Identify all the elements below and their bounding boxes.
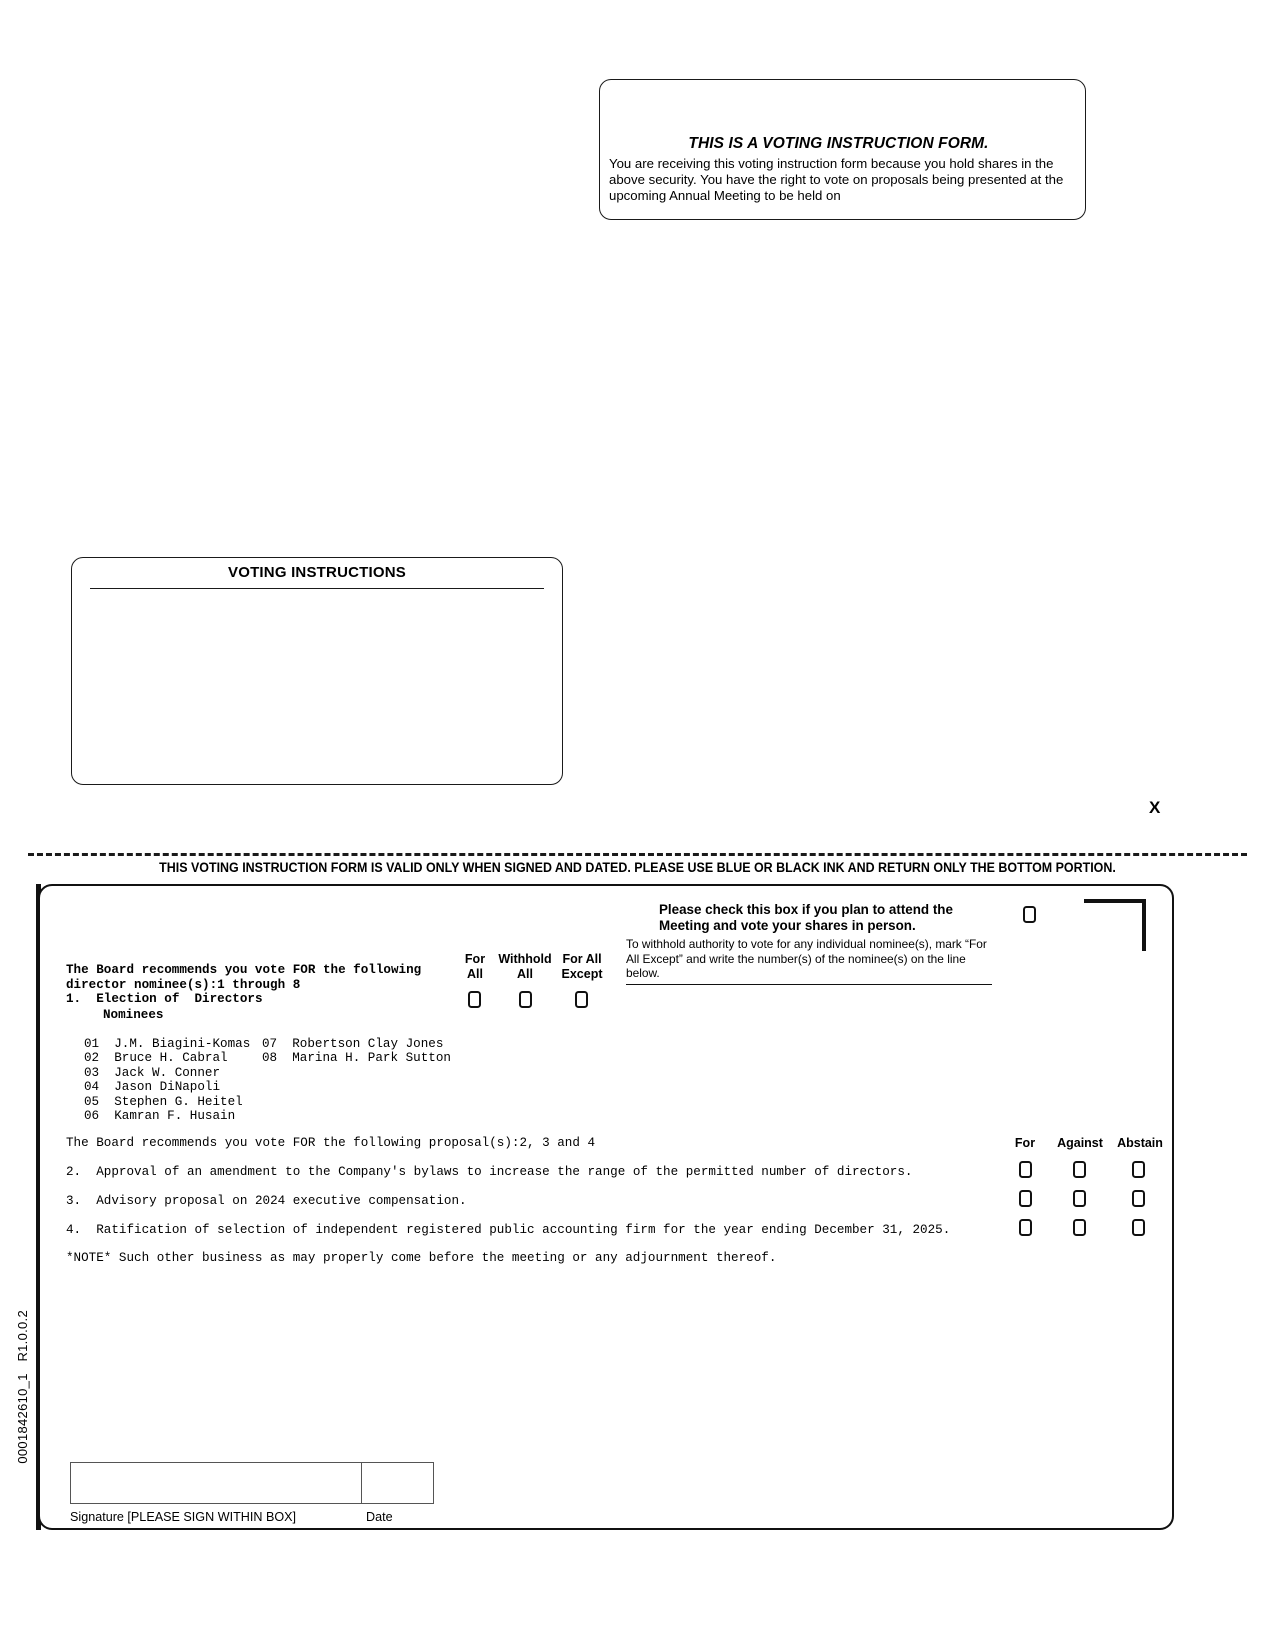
checkbox-proposal-2-against[interactable] xyxy=(1073,1161,1086,1178)
date-label: Date xyxy=(366,1510,393,1524)
header-abstain: Abstain xyxy=(1117,1136,1163,1150)
nominees-label: Nominees xyxy=(103,1008,164,1022)
checkbox-proposal-2-abstain[interactable] xyxy=(1132,1161,1145,1178)
nominee-item: 04 Jason DiNapoli xyxy=(84,1080,221,1095)
checkbox-proposal-3-against[interactable] xyxy=(1073,1190,1086,1207)
notice-title: THIS IS A VOTING INSTRUCTION FORM. xyxy=(688,135,989,152)
nominee-numbers-write-in-line[interactable] xyxy=(626,984,992,985)
header-for-all-line2: All xyxy=(467,966,483,981)
header-for-all xyxy=(461,952,489,981)
proposal-row xyxy=(66,1194,467,1208)
header-for-all-line1: For xyxy=(464,952,486,966)
validity-notice: THIS VOTING INSTRUCTION FORM IS VALID ONLY WHEN SIGNED AND DATED. PLEASE USE BLUE OR BLACK INK AND RETURN ONLY THE BOTTOM PORTION. xyxy=(159,860,1116,875)
proposal-number: 3. xyxy=(66,1194,82,1208)
proposals-recommendation: The Board recommends you vote FOR the following proposal(s):2, 3 and 4 xyxy=(66,1136,596,1150)
proposal-number: 4. xyxy=(66,1223,82,1237)
corner-bracket-vertical xyxy=(1142,899,1146,951)
proposal-text: Approval of an amendment to the Company's bylaws to increase the range of the permitted number of directors. xyxy=(96,1165,913,1179)
nominee-column-left xyxy=(84,1037,250,1123)
x-marker: X xyxy=(1149,798,1161,817)
nominee-item: 07 Robertson Clay Jones xyxy=(262,1037,444,1051)
checkbox-proposal-3-abstain[interactable] xyxy=(1132,1190,1145,1207)
directors-item-number: 1. xyxy=(66,992,82,1007)
header-for-all-except-line2: Except xyxy=(561,966,603,981)
checkbox-for-all-except[interactable] xyxy=(575,991,588,1008)
directors-recommendation xyxy=(66,963,421,1007)
header-against: Against xyxy=(1057,1136,1103,1150)
header-withhold-all xyxy=(497,952,553,981)
header-withhold-all-line1: Withhold xyxy=(498,952,552,966)
proposal-row xyxy=(66,1223,950,1237)
nominee-column-right xyxy=(262,1037,451,1066)
signature-label: Signature [PLEASE SIGN WITHIN BOX] xyxy=(70,1510,297,1524)
nominee-item: 05 Stephen G. Heitel xyxy=(84,1094,243,1109)
nominee-item: 02 Bruce H. Cabral xyxy=(84,1051,228,1066)
header-withhold-all-line2: All xyxy=(517,966,533,981)
tear-off-dashed-line xyxy=(28,853,1247,856)
directors-recommendation-line2: director nominee(s):1 through 8 xyxy=(66,977,301,992)
directors-recommendation-line1: The Board recommends you vote FOR the following xyxy=(66,963,422,977)
control-id-vertical: 0001842610_1 R1.0.0.2 xyxy=(15,1310,30,1464)
attend-meeting-checkbox[interactable] xyxy=(1023,906,1036,923)
notice-body: You are receiving this voting instruction form because you hold shares in the above security. You have the right to vote on proposals being presented at the upcoming Annual Meeting to be held on xyxy=(609,156,1064,204)
checkbox-withhold-all[interactable] xyxy=(519,991,532,1008)
header-for-all-except-line1: For All xyxy=(562,952,602,966)
voting-instructions-divider xyxy=(90,588,544,589)
nominee-item: 03 Jack W. Conner xyxy=(84,1065,221,1080)
voting-instructions-title: VOTING INSTRUCTIONS xyxy=(228,564,406,581)
nominee-item: 06 Kamran F. Husain xyxy=(84,1109,236,1124)
directors-item-title: Election of Directors xyxy=(96,992,263,1007)
nominee-item: 01 J.M. Biagini-Komas xyxy=(84,1037,251,1051)
voting-instructions-box xyxy=(71,557,563,785)
proposal-text: Advisory proposal on 2024 executive compensation. xyxy=(96,1194,467,1208)
voting-instruction-form-notice-box xyxy=(599,79,1086,220)
corner-registration-bracket xyxy=(1084,899,1146,951)
proposal-text: Ratification of selection of independent registered public accounting firm for the year ending December 31, 2025. xyxy=(96,1223,951,1237)
header-for: For xyxy=(1014,1136,1036,1150)
checkbox-proposal-3-for[interactable] xyxy=(1019,1190,1032,1207)
header-for-all-except xyxy=(560,952,604,981)
checkbox-proposal-4-against[interactable] xyxy=(1073,1219,1086,1236)
checkbox-proposal-4-abstain[interactable] xyxy=(1132,1219,1145,1236)
attend-meeting-label: Please check this box if you plan to attend the Meeting and vote your shares in person. xyxy=(659,902,953,934)
nominee-item: 08 Marina H. Park Sutton xyxy=(262,1051,451,1066)
checkbox-for-all[interactable] xyxy=(468,991,481,1008)
checkbox-proposal-2-for[interactable] xyxy=(1019,1161,1032,1178)
withhold-authority-note: To withhold authority to vote for any individual nominee(s), mark “For All Except” and write the number(s) of the nominee(s) on the line below. xyxy=(626,937,987,981)
other-business-note: *NOTE* Such other business as may properly come before the meeting or any adjournment thereof. xyxy=(66,1251,777,1265)
corner-bracket-horizontal xyxy=(1084,899,1146,903)
checkbox-proposal-4-for[interactable] xyxy=(1019,1219,1032,1236)
date-input-box[interactable] xyxy=(362,1462,434,1504)
proposal-row xyxy=(66,1165,912,1179)
signature-input-box[interactable] xyxy=(70,1462,362,1504)
proposal-number: 2. xyxy=(66,1165,82,1179)
